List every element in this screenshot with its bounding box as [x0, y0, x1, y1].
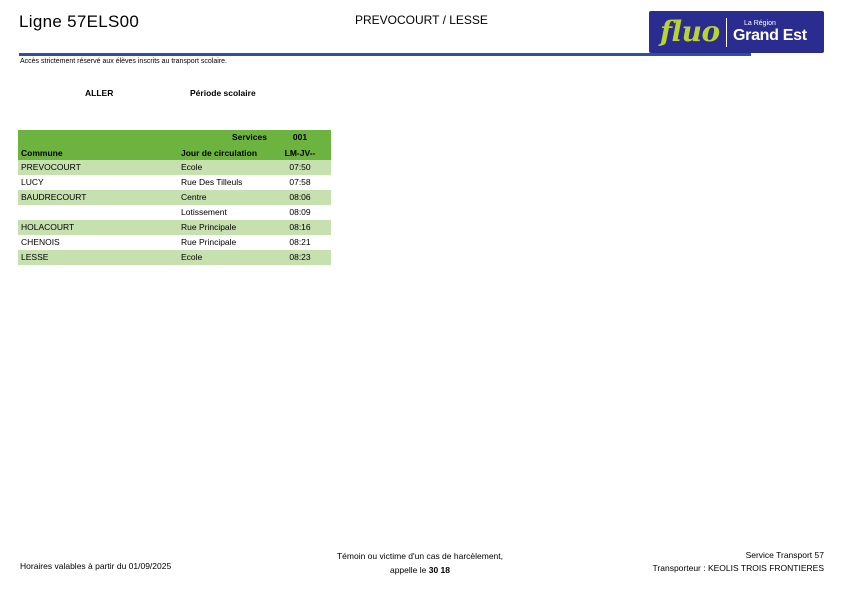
validity-text: Horaires valables à partir du 01/09/2025	[20, 561, 172, 571]
stop-cell: Rue Principale	[181, 237, 237, 247]
line-title: Ligne 57ELS00	[19, 12, 140, 31]
commune-header: Commune	[21, 148, 63, 158]
fluo-grand-est-logo	[649, 11, 824, 53]
time-cell: 07:58	[289, 177, 311, 187]
timetable-header	[18, 130, 331, 160]
time-cell: 08:21	[289, 237, 311, 247]
days-header: Jour de circulation	[181, 148, 258, 158]
harassment-prefix: appelle le	[389, 565, 427, 575]
commune-cell: LUCY	[21, 177, 44, 187]
harassment-line1: Témoin ou victime d'un cas de harcèlement,	[336, 551, 504, 561]
commune-cell: HOLACOURT	[21, 222, 75, 232]
timetable	[18, 130, 331, 265]
stop-cell: Rue Des Tilleuls	[181, 177, 243, 187]
logo-brand: fluo	[660, 15, 720, 48]
table-row	[18, 190, 331, 205]
harassment-number: 30 18	[428, 565, 451, 575]
logo-separator	[726, 18, 727, 47]
period-label: Période scolaire	[190, 88, 256, 98]
stop-cell: Ecole	[181, 252, 203, 262]
table-row	[18, 250, 331, 265]
direction-label: ALLER	[85, 88, 114, 98]
service-name: Service Transport 57	[745, 550, 824, 560]
commune-cell: CHENOIS	[21, 237, 60, 247]
header-divider	[19, 53, 751, 56]
table-row	[18, 175, 331, 190]
stop-cell: Lotissement	[181, 207, 227, 217]
access-notice: Accès strictement réservé aux élèves inscrits au transport scolaire.	[20, 58, 227, 65]
carrier-name: Transporteur : KEOLIS TROIS FRONTIERES	[652, 563, 824, 573]
logo-region-small: La Région	[744, 20, 776, 27]
time-cell: 08:09	[289, 207, 311, 217]
route-title: PREVOCOURT / LESSE	[355, 13, 488, 27]
service-number: 001	[292, 132, 308, 142]
table-row	[18, 220, 331, 235]
time-cell: 08:23	[289, 252, 311, 262]
days-value: LM-JV--	[284, 148, 316, 158]
time-cell: 08:16	[289, 222, 311, 232]
time-cell: 07:50	[289, 162, 311, 172]
commune-cell: BAUDRECOURT	[21, 192, 87, 202]
stop-cell: Ecole	[181, 162, 203, 172]
harassment-line2	[320, 563, 520, 577]
commune-cell: PREVOCOURT	[21, 162, 81, 172]
stop-cell: Centre	[181, 192, 207, 202]
table-row	[18, 160, 331, 175]
logo-region-name: Grand Est	[733, 27, 807, 44]
services-label: Services	[232, 132, 267, 142]
table-row	[18, 235, 331, 250]
footer-right	[653, 549, 824, 575]
stop-cell: Rue Principale	[181, 222, 237, 232]
time-cell: 08:06	[289, 192, 311, 202]
timetable-body	[18, 160, 331, 265]
table-row	[18, 205, 331, 220]
harassment-notice	[320, 549, 520, 577]
commune-cell: LESSE	[21, 252, 49, 262]
